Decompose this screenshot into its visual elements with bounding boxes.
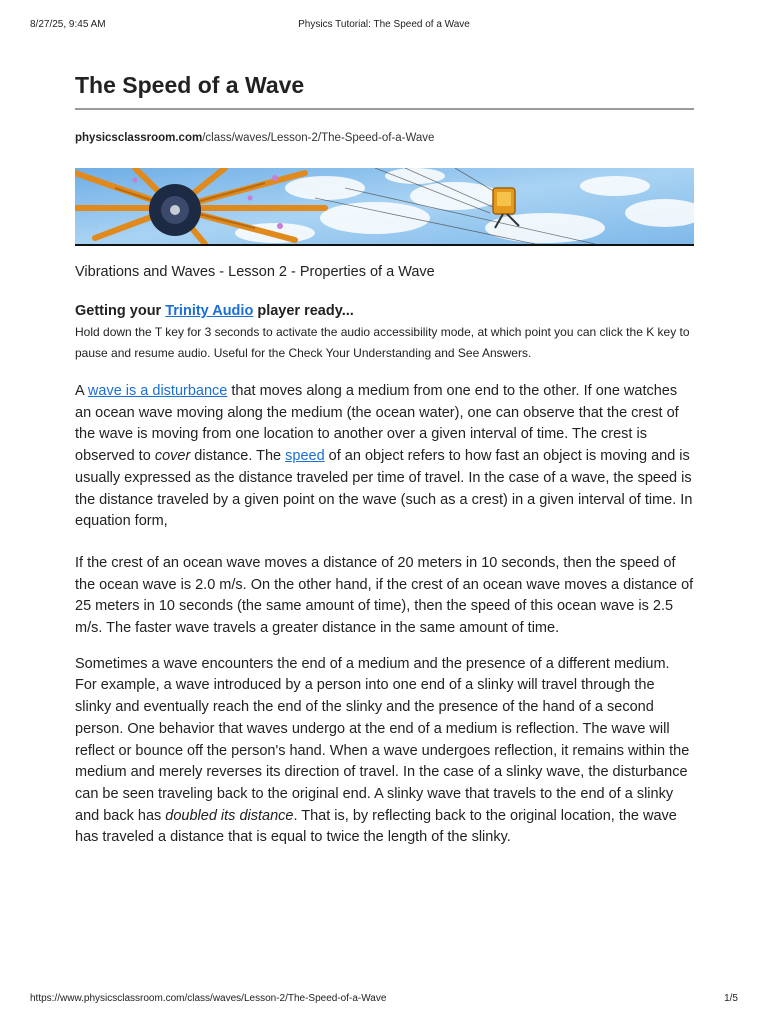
paragraph-1	[75, 381, 694, 533]
source-path: /class/waves/Lesson-2/The-Speed-of-a-Wave	[202, 132, 435, 144]
print-page-number: 1/5	[724, 993, 738, 1004]
speed-link[interactable]: speed	[285, 448, 325, 465]
article	[75, 70, 694, 849]
p1-text-2: distance. The	[190, 448, 286, 465]
print-datetime: 8/27/25, 9:45 AM	[30, 19, 106, 30]
trinity-audio-link[interactable]: Trinity Audio	[165, 303, 254, 319]
print-header	[30, 19, 738, 33]
print-footer	[30, 993, 738, 1007]
print-url: https://www.physicsclassroom.com/class/waves/Lesson-2/The-Speed-of-a-Wave	[30, 993, 387, 1004]
page-title: The Speed of a Wave	[75, 70, 694, 110]
paragraph-2: If the crest of an ocean wave moves a distance of 20 meters in 10 seconds, then the speed of the ocean wave is 2.0 m/s. On the other hand, if the crest of an ocean wave moves a distance of 25 meters in 10 seconds (the same amount of time), then the speed of this ocean wave is 2.5 m/s. The faster wave travels a greater distance in the same amount of time.	[75, 554, 694, 637]
source-domain: physicsclassroom.com	[75, 132, 203, 144]
p3-emphasis-doubled: doubled its distance	[165, 807, 294, 824]
carnival-swing-ride-photo	[75, 168, 694, 244]
p3-text-1: . That is, by reflecting back to the original location, the wave has traveled a distance that is equal to twice the length of the slinky.	[75, 807, 677, 846]
p1-emphasis-cover: cover	[154, 448, 191, 465]
paragraph-3	[75, 654, 694, 849]
audio-title	[75, 301, 694, 321]
print-page-title: Physics Tutorial: The Speed of a Wave	[298, 19, 470, 30]
audio-title-pre: Getting your	[75, 303, 166, 319]
audio-description: Hold down the T key for 3 seconds to activate the audio accessibility mode, at which point you can click the K key to pause and resume audio. Useful for the Check Your Understanding and See Answers.	[75, 325, 690, 360]
audio-title-post: player ready...	[253, 303, 354, 319]
wave-disturbance-link[interactable]: wave is a disturbance	[87, 383, 228, 399]
p1-text-0: A	[75, 383, 88, 399]
p1-text-3: of an object refers to how fast an object is moving and is usually expressed as the distance traveled per time of travel. In the case of a wave, the speed is the distance traveled by a given point on the wave (such as a crest) in a given interval of time. In equation form,	[75, 448, 693, 530]
banner-image	[75, 168, 694, 246]
lesson-breadcrumb: Vibrations and Waves - Lesson 2 - Properties of a Wave	[75, 264, 435, 280]
source-url	[75, 130, 694, 146]
p3-text-0: Sometimes a wave encounters the end of a medium and the presence of a different medium. For example, a wave introduced by a person into one end of a slinky will travel through the slinky and eventually reach the end of the slinky and the presence of the hand of a second person. One behavior that waves undergo at the end of a medium is reflection. The wave will reflect or bounce off the person's hand. When a wave undergoes reflection, it remains within the medium and merely reverses its direction of travel. In the case of a slinky wave, the disturbance can be seen traveling back to the original end. A slinky wave that travels to the end of a slinky and back has	[75, 655, 690, 824]
p1-text-1: that moves along a medium from one end to the other. If one watches an ocean wave moving along the medium (the ocean water), one can observe that the crest of the wave is moving from one location to another over a given interval of time. The crest is observed to	[75, 383, 679, 465]
audio-player-notice	[75, 301, 694, 364]
